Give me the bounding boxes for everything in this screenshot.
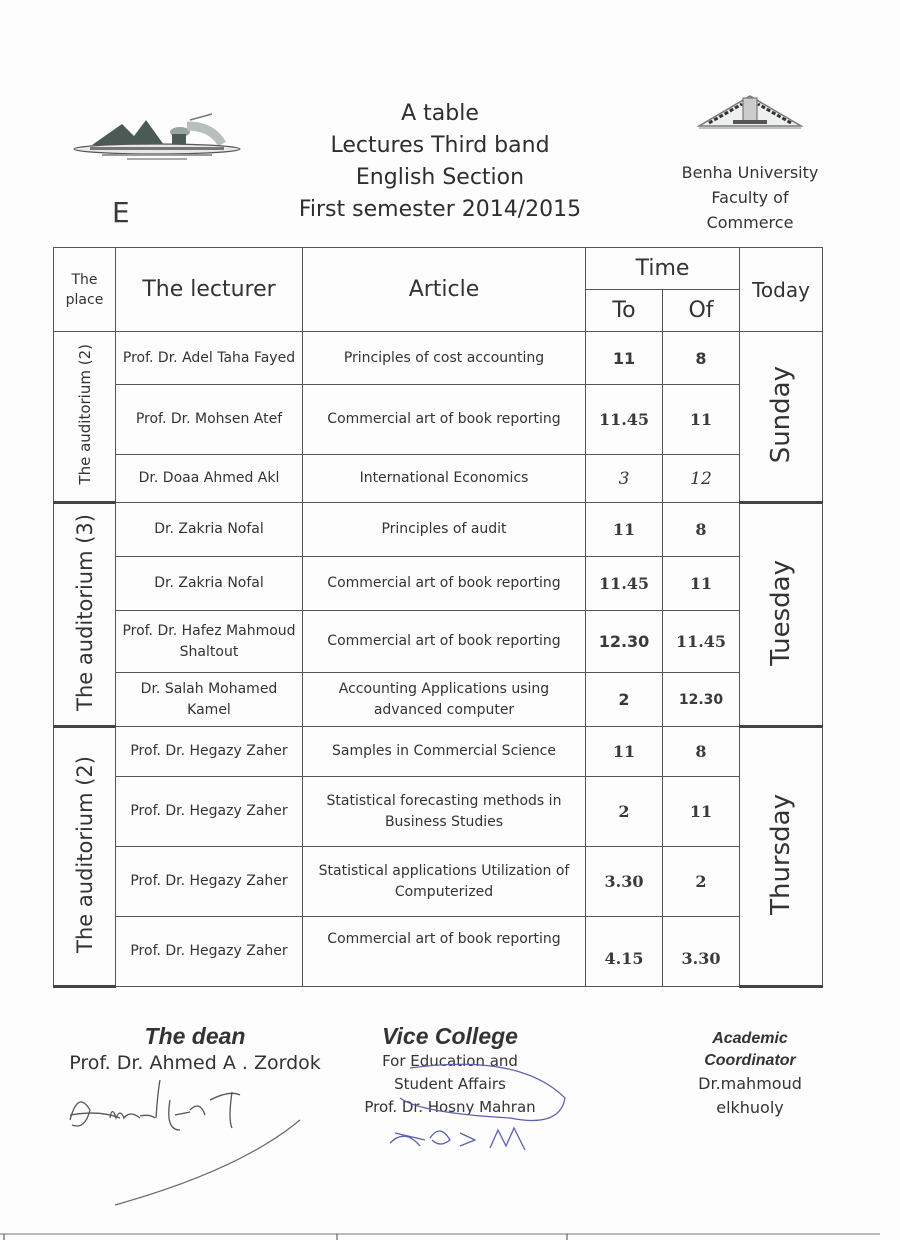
time-of-cell: 2 xyxy=(663,847,740,917)
vice-line: Student Affairs xyxy=(394,1075,506,1093)
table-row xyxy=(54,847,823,917)
time-of-cell: 3.30 xyxy=(663,917,740,987)
lecturer-cell: Dr. Zakria Nofal xyxy=(116,557,303,611)
table-row xyxy=(54,332,823,385)
time-of-cell: 11 xyxy=(663,385,740,455)
time-to-cell: 11 xyxy=(586,727,663,777)
day-cell: Thursday xyxy=(740,727,823,987)
article-cell: Statistical forecasting methods in Business Studies xyxy=(303,777,586,847)
table-row xyxy=(54,777,823,847)
coordinator-title-line: Coordinator xyxy=(704,1052,796,1069)
time-of-cell: 12 xyxy=(663,455,740,503)
time-of-cell: 12.30 xyxy=(663,673,740,727)
article-cell: Commercial art of book reporting xyxy=(303,917,586,987)
table-row xyxy=(54,611,823,673)
university-line: Benha University xyxy=(681,163,819,182)
article-cell: Principles of audit xyxy=(303,503,586,557)
table-row xyxy=(54,385,823,455)
document-title xyxy=(290,98,590,226)
lecturer-cell: Dr. Doaa Ahmed Akl xyxy=(116,455,303,503)
article-cell: Statistical applications Utilization of Computerized xyxy=(303,847,586,917)
vice-handwritten-signature xyxy=(360,1058,580,1158)
time-to-cell: 12.30 xyxy=(586,611,663,673)
vice-line: For Education and xyxy=(382,1052,518,1070)
time-of-cell: 8 xyxy=(663,503,740,557)
university-line: Commerce xyxy=(706,213,794,232)
vice-name: Prof. Dr. Hosny Mahran xyxy=(364,1098,536,1116)
time-of-cell: 11.45 xyxy=(663,611,740,673)
time-to-cell: 11 xyxy=(586,332,663,385)
dean-handwritten-signature xyxy=(60,1080,330,1210)
lecturer-cell: Dr. Zakria Nofal xyxy=(116,503,303,557)
place-cell: The auditorium (2) xyxy=(54,332,116,503)
time-of-cell: 8 xyxy=(663,332,740,385)
dean-title: The dean xyxy=(144,1023,246,1049)
table-row xyxy=(54,917,823,987)
mis-project-logo xyxy=(72,112,242,164)
dean-name: Prof. Dr. Ahmed A . Zordok xyxy=(69,1052,321,1074)
university-name xyxy=(660,160,840,235)
lecturer-cell: Prof. Dr. Hegazy Zaher xyxy=(116,917,303,987)
lecturer-cell: Prof. Dr. Hegazy Zaher xyxy=(116,727,303,777)
title-line: Lectures Third band xyxy=(330,133,550,158)
table-row xyxy=(54,455,823,503)
coordinator-title-line: Academic xyxy=(712,1030,788,1047)
coordinator-title xyxy=(655,1028,845,1072)
article-cell: Commercial art of book reporting xyxy=(303,557,586,611)
article-cell: Accounting Applications using advanced computer xyxy=(303,673,586,727)
vice-title: Vice College xyxy=(382,1023,518,1049)
table-row xyxy=(54,727,823,777)
day-cell: Sunday xyxy=(740,332,823,503)
benha-university-logo xyxy=(697,92,803,134)
article-cell: International Economics xyxy=(303,455,586,503)
article-cell: Principles of cost accounting xyxy=(303,332,586,385)
university-line: Faculty of xyxy=(711,188,789,207)
time-of-cell: 8 xyxy=(663,727,740,777)
title-line: A table xyxy=(401,101,479,126)
time-to-cell: 4.15 xyxy=(586,917,663,987)
time-to-cell: 2 xyxy=(586,673,663,727)
time-to-cell: 11.45 xyxy=(586,385,663,455)
lecturer-cell: Prof. Dr. Mohsen Atef xyxy=(116,385,303,455)
time-to-cell: 3 xyxy=(586,455,663,503)
lecturer-cell: Prof. Dr. Hafez Mahmoud Shaltout xyxy=(116,611,303,673)
title-line: English Section xyxy=(355,165,525,190)
lecturer-cell: Dr. Salah Mohamed Kamel xyxy=(116,673,303,727)
page-bottom-edge xyxy=(0,1232,900,1240)
table-row xyxy=(54,503,823,557)
coordinator-name: Dr.mahmoud xyxy=(698,1074,802,1093)
header-today: Today xyxy=(740,248,823,332)
article-cell: Samples in Commercial Science xyxy=(303,727,586,777)
lecturer-cell: Prof. Dr. Hegazy Zaher xyxy=(116,847,303,917)
table-row xyxy=(54,673,823,727)
time-to-cell: 2 xyxy=(586,777,663,847)
coordinator-name: elkhuoly xyxy=(716,1098,784,1117)
header-article: Article xyxy=(303,248,586,332)
time-to-cell: 3.30 xyxy=(586,847,663,917)
article-cell: Commercial art of book reporting xyxy=(303,611,586,673)
title-line: First semester 2014/2015 xyxy=(298,197,582,222)
header-lecturer: The lecturer xyxy=(116,248,303,332)
header-to: To xyxy=(586,290,663,332)
time-of-cell: 11 xyxy=(663,777,740,847)
table-row xyxy=(54,557,823,611)
lecturer-cell: Prof. Dr. Adel Taha Fayed xyxy=(116,332,303,385)
dean-signature-block xyxy=(60,1023,330,1074)
place-cell: The auditorium (2) xyxy=(54,727,116,987)
academic-coordinator-block xyxy=(655,1028,845,1120)
time-to-cell: 11 xyxy=(586,503,663,557)
lecture-schedule-table xyxy=(53,247,823,988)
header-place: The place xyxy=(54,248,116,332)
article-cell: Commercial art of book reporting xyxy=(303,385,586,455)
lecturer-cell: Prof. Dr. Hegazy Zaher xyxy=(116,777,303,847)
section-letter: E xyxy=(112,196,130,229)
header-of: Of xyxy=(663,290,740,332)
header-time: Time xyxy=(586,248,740,290)
day-cell: Tuesday xyxy=(740,503,823,727)
place-cell: The auditorium (3) xyxy=(54,503,116,727)
time-to-cell: 11.45 xyxy=(586,557,663,611)
time-of-cell: 11 xyxy=(663,557,740,611)
